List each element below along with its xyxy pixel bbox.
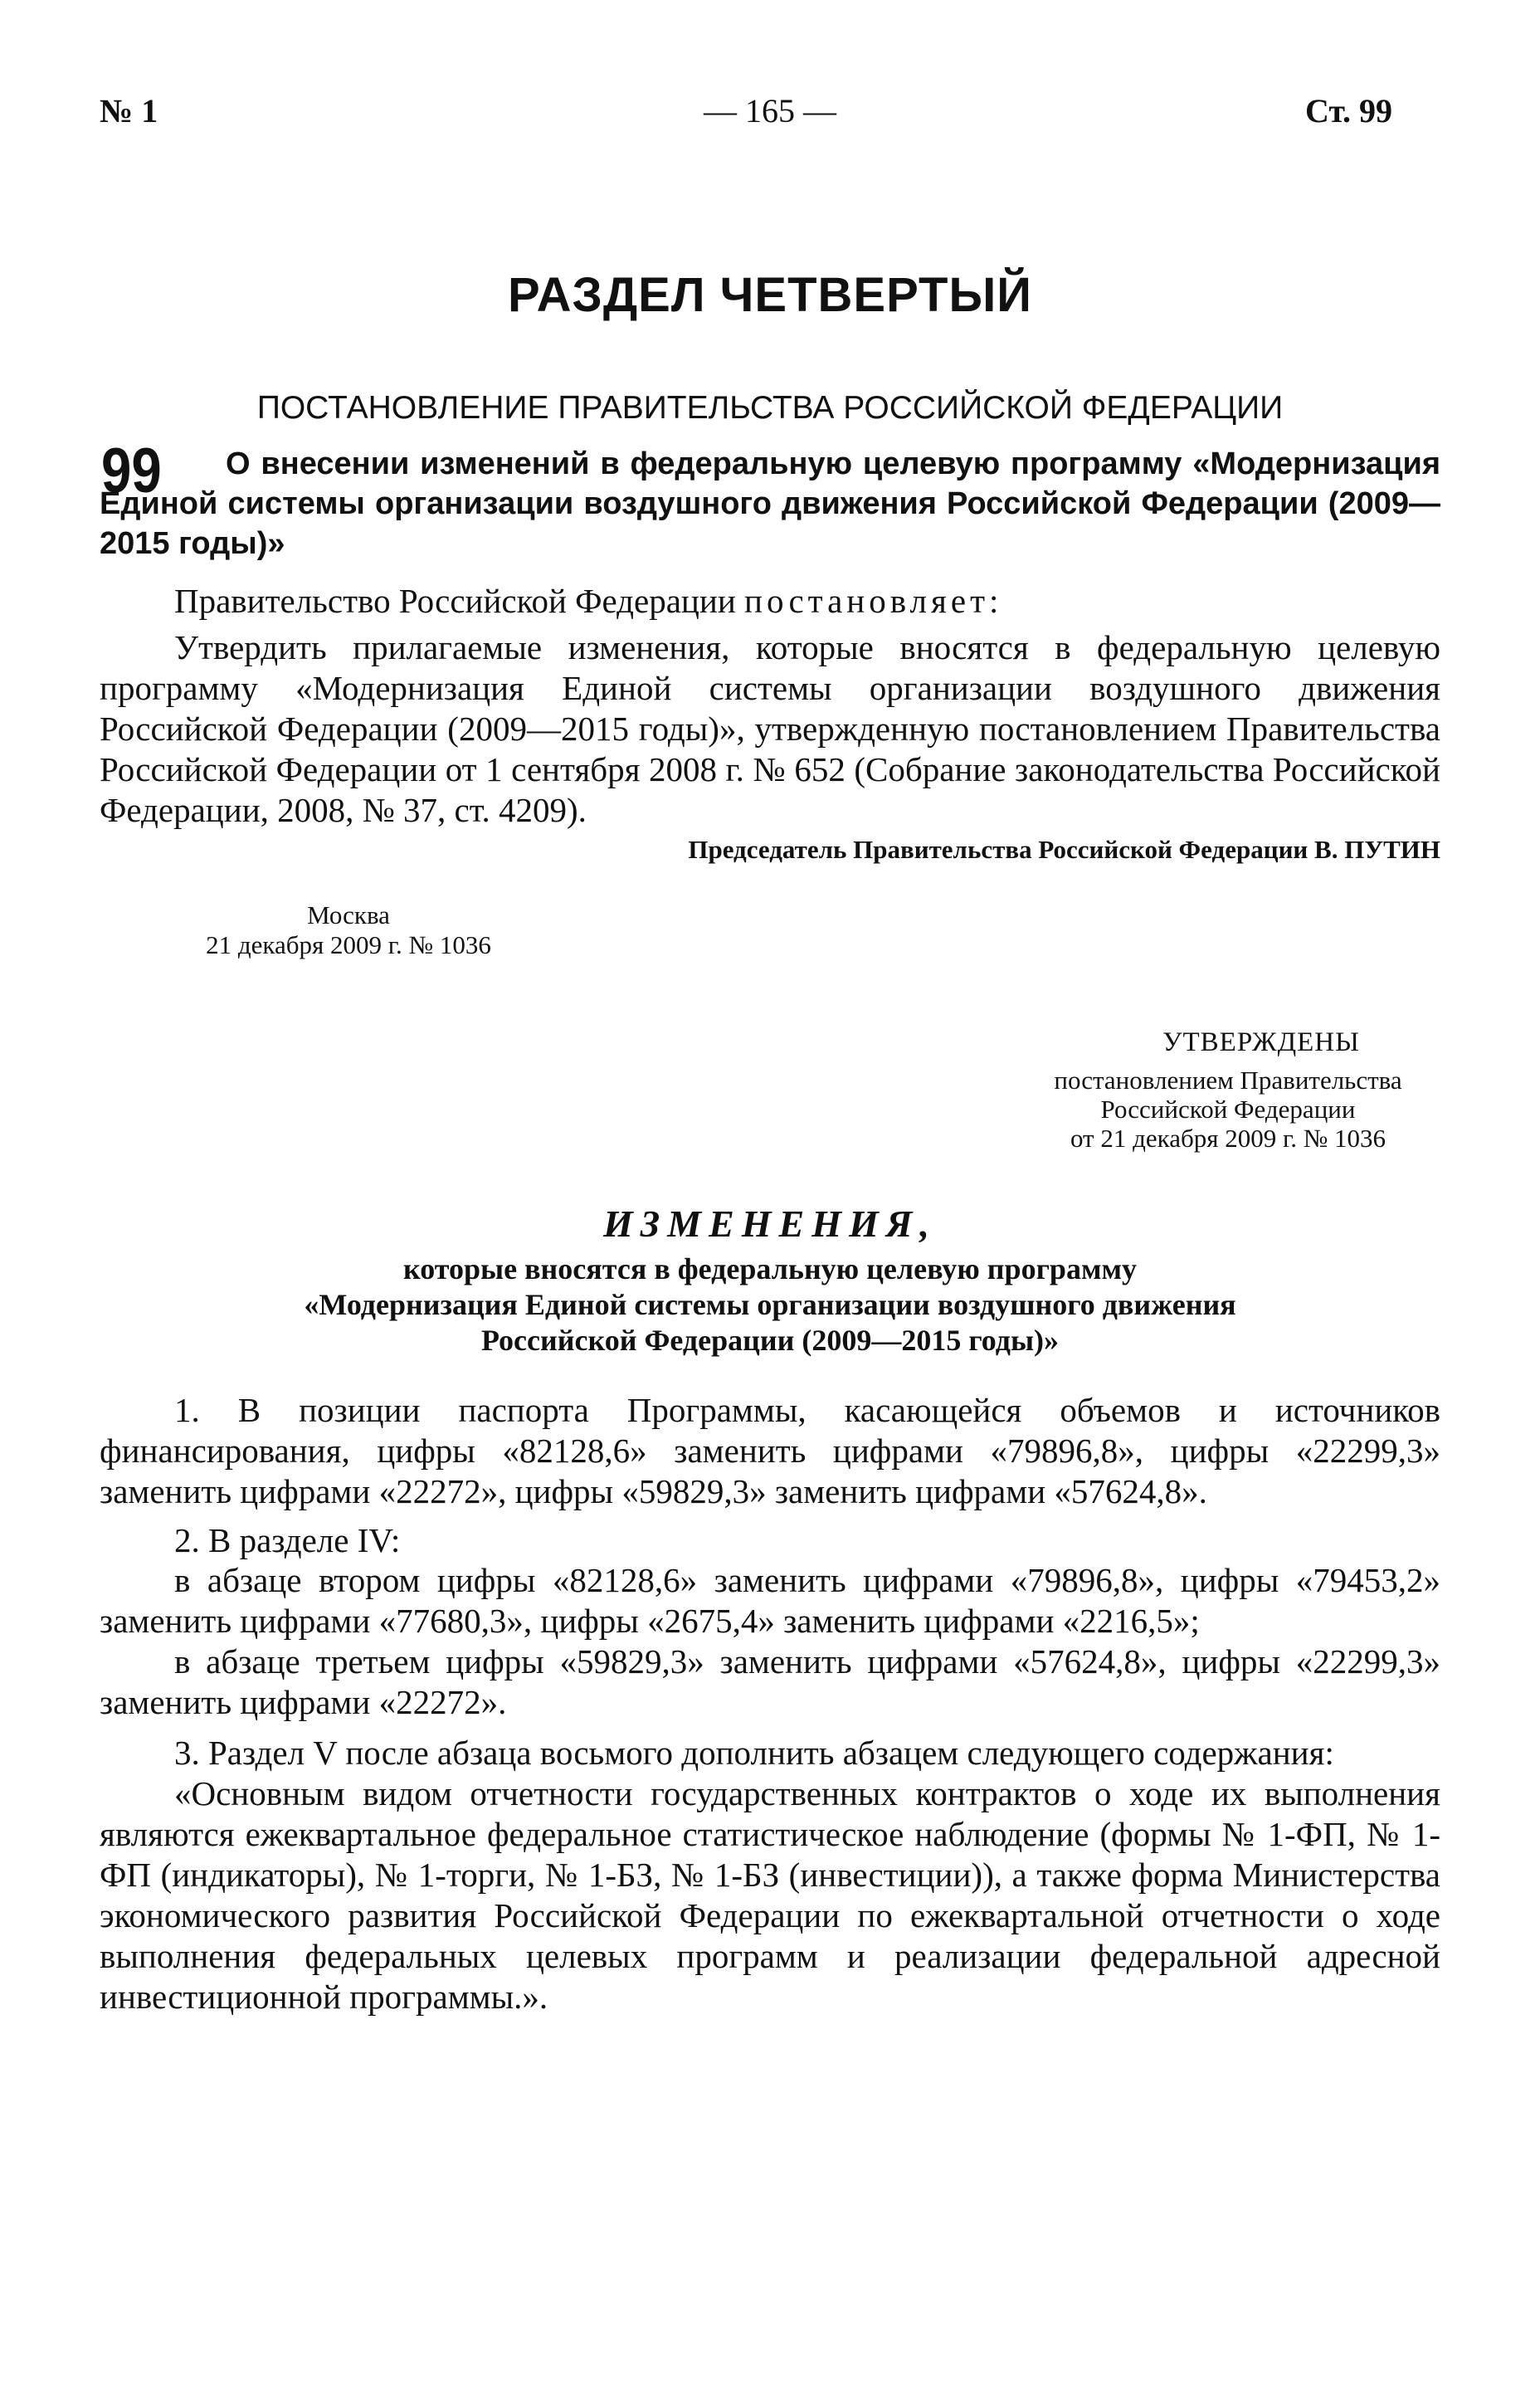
approved-heading: УТВЕРЖДЕНЫ: [1162, 1027, 1360, 1057]
subtitle-line: Российской Федерации (2009—2015 годы)»: [480, 1324, 1060, 1357]
subtitle-line: «Модернизация Единой системы организации воздушного движения: [304, 1288, 1236, 1321]
page-number: — 165 —: [704, 92, 836, 129]
item-2b: в абзаце третьем цифры «59829,3» заменить цифрами «57624,8», цифры «22299,3» заменить цифрами «22272».: [100, 1642, 1440, 1721]
place-date: [166, 900, 531, 960]
resolves-tail: :: [989, 582, 999, 620]
item-3: 3. Раздел V после абзаца восьмого дополнить абзацем следующего содержания:: [174, 1734, 1334, 1772]
date-number: 21 декабря 2009 г. № 1036: [206, 930, 491, 959]
resolves-line: [100, 581, 1440, 622]
issue-number: № 1: [100, 92, 158, 129]
article-reference: Ст. 99: [1305, 92, 1392, 129]
resolution-text: Утвердить прилагаемые изменения, которые вносятся в федеральную целевую программу «Модернизация Единой системы организации воздушного движения Российской Федерации (2009—2015 годы)», утвержденную постановлением Правительства Российской Федерации от 1 сентября 2008 г. № 652 (Собрание законодательства Российской Федерации, 2008, № 37, ст. 4209).: [100, 628, 1440, 829]
changes-title: ИЗМЕНЕНИЯ,: [603, 1202, 937, 1245]
decree-type: ПОСТАНОВЛЕНИЕ ПРАВИТЕЛЬСТВА РОССИЙСКОЙ ФЕДЕРАЦИИ: [256, 390, 1284, 426]
subtitle-line: которые вносятся в федеральную целевую программу: [403, 1252, 1137, 1285]
approved-line: постановлением Правительства: [1054, 1066, 1402, 1095]
approved-line: от 21 декабря 2009 г. № 1036: [1070, 1124, 1386, 1153]
section-title: РАЗДЕЛ ЧЕТВЕРТЫЙ: [508, 268, 1032, 322]
approved-line: Российской Федерации: [1100, 1095, 1356, 1124]
item-2: 2. В разделе IV:: [174, 1521, 401, 1559]
approved-details: [1012, 1066, 1444, 1153]
place: Москва: [307, 900, 390, 929]
resolves-keyword: постановляет: [744, 582, 989, 620]
item-1: 1. В позиции паспорта Программы, касающейся объемов и источников финансирования, цифры «82128,6» заменить цифрами «79896,8», цифры «22299,3» заменить цифрами «22272», цифры «59829,3» заменить цифрами «57624,8».: [100, 1391, 1440, 1510]
signature: Председатель Правительства Российской Федерации В. ПУТИН: [688, 835, 1440, 864]
article-number: 99: [101, 436, 162, 506]
changes-subtitle: [0, 1251, 1540, 1359]
item-2a: в абзаце втором цифры «82128,6» заменить цифрами «79896,8», цифры «79453,2» заменить цифрами «77680,3», цифры «2675,4» заменить цифрами «2216,5»;: [100, 1561, 1440, 1640]
item-3a: «Основным видом отчетности государственных контрактов о ходе их выполнения являются ежеквартальное федеральное статистическое наблюдение (формы № 1-ФП, № 1-ФП (индикаторы), № 1-торги, № 1-БЗ, № 1-БЗ (инвестиции)), а также форма Министерства экономического развития Российской Федерации по ежеквартальной отчетности о ходе выполнения федеральных целевых программ и реализации федеральной адресной инвестиционной программы.».: [100, 1774, 1440, 2016]
resolves-lead: Правительство Российской Федерации: [174, 582, 745, 620]
decree-title: О внесении изменений в федеральную целевую программу «Модернизация Единой системы организации воздушного движения Российской Федерации (2009—2015 годы)»: [100, 446, 1440, 561]
